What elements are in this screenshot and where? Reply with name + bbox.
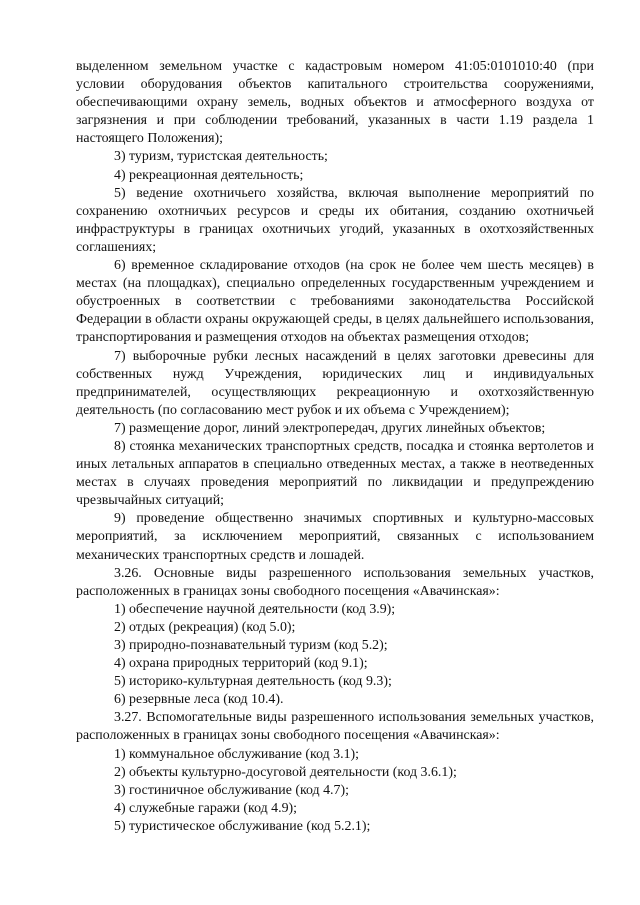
list-item: 6) временное складирование отходов (на срок не более чем шесть месяцев) в местах (на площадках), специально определенных государственным учреждением и обустроенных в соответствии с требованиями законодательства Российской Федерации в области охраны окружающей среды, в целях дальнейшего использования, транспортирования и размещения отходов на объектах размещения отходов; [76,258,594,346]
list-item: 1) коммунальное обслуживание (код 3.1); [114,746,360,762]
list-item: 5) туристическое обслуживание (код 5.2.1); [114,818,371,834]
paragraph-continuation: выделенном земельном участке с кадастровым номером 41:05:0101010:40 (при условии оборудования объектов капитального строительства сооружениями, обеспечивающими охрану земель, водных объектов и атмосферного воздуха от загрязнения и при соблюдении требований, указанных в части 1.19 раздела 1 настоящего Положения); [76,59,594,147]
list-item: 4) охрана природных территорий (код 9.1); [114,656,368,672]
list-item: 9) проведение общественно значимых спортивных и культурно-массовых мероприятий, за исключением мероприятий, связанных с использованием механических транспортных средств и лошадей. [76,511,594,563]
section-paragraph: 3.26. Основные виды разрешенного использования земельных участков, расположенных в границах зоны свободного посещения «Авачинская»: [76,565,594,599]
list-item: 5) историко-культурная деятельность (код 9.3); [114,674,392,690]
list-item: 8) стоянка механических транспортных средств, посадка и стоянка вертолетов и иных летальных аппаратов в специально отведенных местах, а также в неотведенных местах в случаях проведения мероприятий по ликвидации и предупреждению чрезвычайных ситуаций; [76,438,594,509]
section-paragraph: 3.27. Вспомогательные виды разрешенного использования земельных участков, расположенных в границах зоны свободного посещения «Авачинская»: [76,710,594,744]
list-item: 3) гостиничное обслуживание (код 4.7); [114,782,349,798]
list-item: 7) размещение дорог, линий электропередач, других линейных объектов; [114,420,546,436]
list-item: 2) объекты культурно-досуговой деятельности (код 3.6.1); [114,764,457,780]
list-item: 7) выборочные рубки лесных насаждений в целях заготовки древесины для собственных нужд Учреждения, юридических лиц и индивидуальных предпринимателей, осуществляющих рекреационную и охотхозяйственную деятельность (по согласованию мест рубок и их объема с Учреждением); [76,348,594,418]
list-item: 1) обеспечение научной деятельности (код 3.9); [114,601,396,617]
list-item: 5) ведение охотничьего хозяйства, включая выполнение мероприятий по сохранению охотничьих ресурсов и среды их обитания, созданию охотничьей инфраструктуры в границах охотничьих угодий, указанных в охотхозяйственных соглашениях; [76,185,594,255]
list-item: 2) отдых (рекреация) (код 5.0); [114,619,296,635]
list-item: 6) резервные леса (код 10.4). [114,692,284,708]
list-item: 3) природно-познавательный туризм (код 5.2); [114,638,388,653]
list-item: 4) рекреационная деятельность; [114,167,304,183]
document-body [76,58,594,836]
list-item: 3) туризм, туристская деятельность; [114,149,328,165]
list-item: 4) служебные гаражи (код 4.9); [114,800,298,816]
